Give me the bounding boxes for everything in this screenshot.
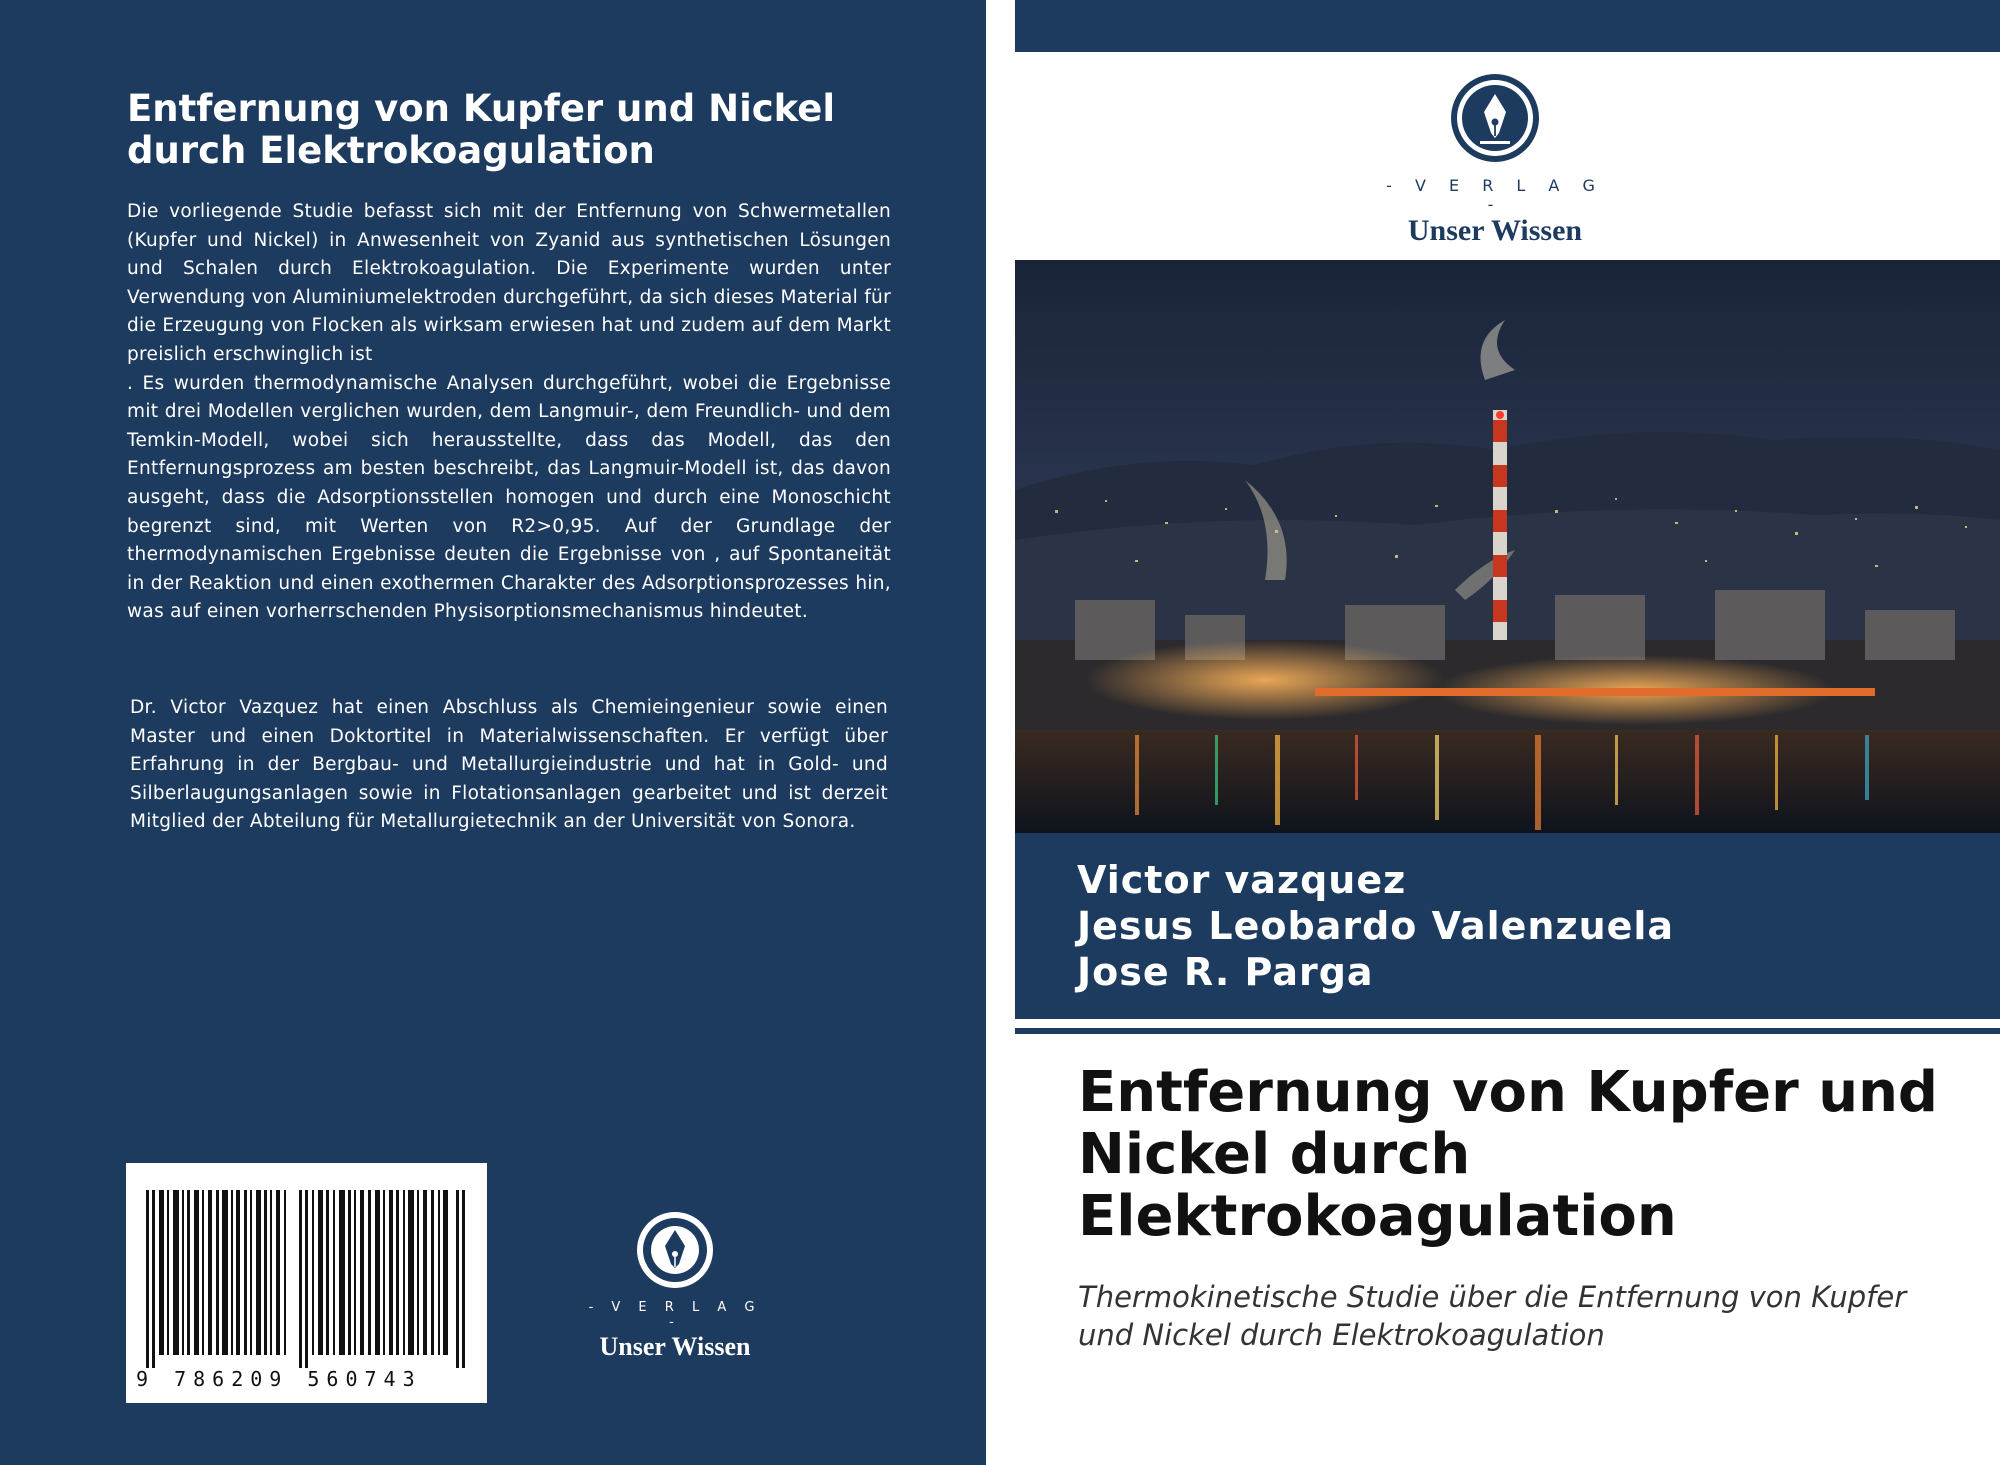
abstract: [127, 198, 891, 627]
author-name: Jesus Leobardo Valenzuela: [1077, 904, 1675, 948]
isbn-barcode: [126, 1163, 487, 1403]
fountain-pen-seal-icon: [635, 1210, 715, 1290]
front-top-bar: [1015, 0, 2000, 52]
verlag-label: - V E R L A G -: [1386, 176, 1604, 214]
author-bio: Dr. Victor Vazquez hat einen Abschluss als Chemieingenieur sowie einen Master und einen Doktortitel in Materialwissenschaften. Er verfügt über Erfahrung in der Bergbau- und Metallurgieindustrie und hat in Gold- und Silberlaugungsanlagen sowie in Flotationsanlagen gearbeitet und ist derzeit Mitglied der Abteilung für Metallurgietechnik an der Universität von Sonora.: [130, 697, 888, 833]
isbn-digits: 9 786209 560743: [136, 1367, 422, 1391]
divider-rule: [1015, 1028, 2000, 1034]
abstract-paragraph: . Es wurden thermodynamische Analysen durchgeführt, wobei die Ergebnisse mit drei Modellen verglichen wurden, dem Langmuir-, dem Freundlich- und dem Temkin-Modell, wobei sich herausstellte, dass das Modell, das den Entfernungsprozess am besten beschreibt, das Langmuir-Modell ist, das davon ausgeht, dass die Adsorptionsstellen homogen und durch eine Monoschicht begrenzt sind, mit Werten von R2>0,95. Auf der Grundlage der thermodynamischen Ergebnisse deuten die Ergebnisse von , auf Spontaneität in der Reaktion und einen exothermen Charakter des Adsorptionsprozesses hin, was auf einen vorherrschenden Physisorptionsmechanismus hindeutet.: [127, 372, 891, 623]
industrial-night-cityscape-image: [1015, 260, 2000, 833]
publisher-brand: Unser Wissen: [599, 1332, 751, 1361]
back-cover-title: Entfernung von Kupfer und Nickel durch Elektrokoagulation: [127, 87, 836, 172]
publisher-logo-front: [1380, 72, 1610, 248]
authors-band: [1015, 833, 2000, 1019]
back-cover: [0, 0, 986, 1465]
publisher-brand: Unser Wissen: [1407, 214, 1583, 247]
publisher-logo-back: [580, 1210, 770, 1362]
fountain-pen-seal-icon: [1449, 72, 1541, 164]
verlag-label: - V E R L A G -: [588, 1300, 762, 1330]
front-cover-subtitle: Thermokinetische Studie über die Entfernung von Kupfer und Nickel durch Elektrokoagulation: [1078, 1280, 1907, 1352]
abstract-paragraph: Die vorliegende Studie befasst sich mit der Entfernung von Schwermetallen (Kupfer und Nickel) in Anwesenheit von Zyanid aus synthetischen Lösungen und Schalen durch Elektrokoagulation. Die Experimente wurden unter Verwendung von Aluminiumelektroden durchgeführt, da sich dieses Material für die Erzeugung von Flocken als wirksam erwiesen hat und zudem auf dem Markt preislich erschwinglich ist: [127, 201, 891, 365]
front-cover-title: Entfernung von Kupfer und Nickel durch Elektrokoagulation: [1078, 1060, 1939, 1249]
barcode-bars: [146, 1190, 468, 1368]
author-name: Jose R. Parga: [1077, 950, 1374, 994]
author-name: Victor vazquez: [1077, 858, 1407, 902]
